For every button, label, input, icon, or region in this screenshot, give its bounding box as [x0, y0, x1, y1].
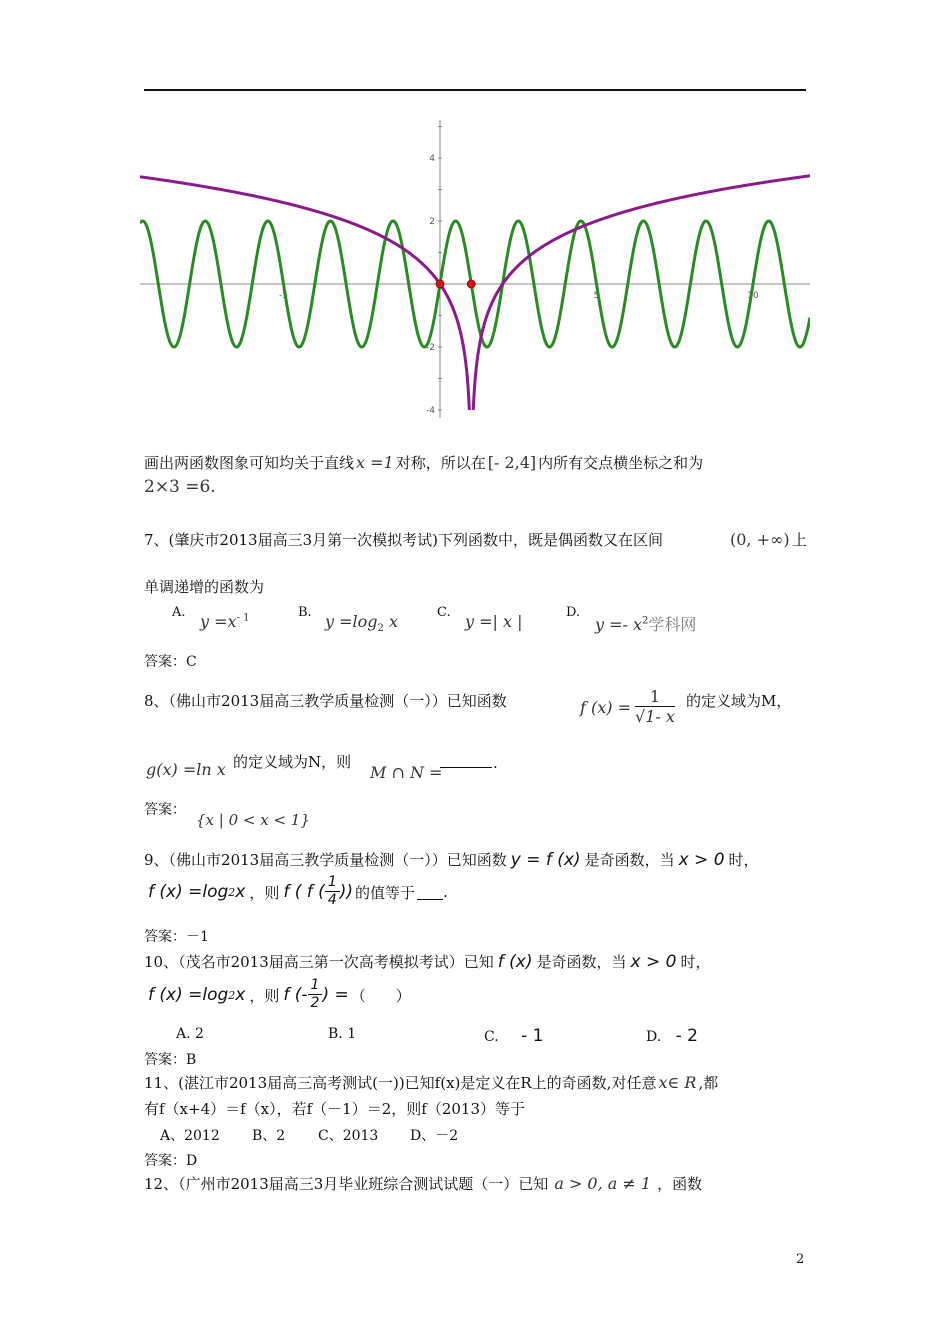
q7-option-a-expr: $y =x^{- 1}$	[200, 612, 250, 631]
q9-answer-blank[interactable]	[417, 885, 443, 900]
q7-answer: 答案：C	[144, 654, 197, 670]
q8-intersection: M ∩ N =	[370, 763, 443, 782]
x-tick-label: 10	[747, 291, 759, 301]
q11-line-2: 有f（x+4）＝f（x），若f（－1）＝2，则f（2013）等于	[144, 1100, 526, 1118]
q11-option-a: A、2012	[160, 1128, 220, 1144]
q8-line-1: 8、（佛山市2013届高三教学质量检测（一））已知函数	[144, 692, 507, 710]
q7-interval: (0, +∞)	[730, 530, 790, 549]
q8-line-2: 的定义域为N，则	[233, 753, 352, 771]
q7-option-d-expr: $y =- x^2$学科网	[595, 615, 697, 634]
q7-line-1: 7、(肇庆市2013届高三3月第一次模拟考试)下列函数中，既是偶函数又在区间	[144, 531, 663, 549]
y-tick-label: -4	[426, 406, 435, 416]
x-tick-label: 5	[593, 291, 600, 301]
q7-option-b-expr: $y =\log_2$ x	[325, 612, 399, 635]
intersection-point	[467, 280, 475, 288]
q7-option-c-expr: y =| x |	[465, 612, 523, 631]
q8-answer-label: 答案：	[144, 802, 186, 818]
q7-line-1-end: 上	[792, 531, 808, 549]
q8-function: f (x) = $\frac{1}{√1- x}$	[580, 687, 675, 726]
q9-line-1: 9、（佛山市2013届高三教学质量检测（一））已知函数 y = f (x) 是奇函数，当 x > 0 时，	[144, 850, 759, 870]
page-number: 2	[796, 1252, 805, 1267]
q9-answer: 答案：－1	[144, 929, 209, 945]
q11-option-d: D、－2	[410, 1128, 459, 1144]
explanation-line-1: 画出两函数图象可知均关于直线 x =1 对称，所以在 [- 2,4] 内所有交点横坐标之和为	[144, 453, 704, 472]
q10-option-b: B. 1	[328, 1026, 357, 1042]
q7-line-2: 单调递增的函数为	[144, 578, 265, 596]
q11-option-c: C、2013	[318, 1128, 379, 1144]
y-tick-label: -2	[426, 343, 435, 353]
function-graph	[140, 118, 810, 418]
q10-option-a: A. 2	[176, 1026, 204, 1042]
y-tick-label: 4	[429, 154, 435, 164]
q8-answer: {x | 0 < x < 1}	[196, 811, 310, 829]
q11-answer: 答案：D	[144, 1153, 198, 1169]
q11-option-b: B、2	[252, 1128, 286, 1144]
q10-answer: 答案：B	[144, 1052, 197, 1068]
q10-option-d: D. - 2	[646, 1026, 698, 1046]
q7-option-a-label: A.	[172, 605, 186, 620]
q10-line-2: f (x) =log 2 x ，则 f (- $\frac{1}{2}$ ) = （ ）	[148, 977, 411, 1011]
q8-end: .	[493, 754, 498, 772]
q9-line-2: f (x) =log 2 x ，则 f ( f ( $\frac{1}{4}$ )) 的值等于 .	[148, 874, 448, 908]
q8-answer-blank[interactable]	[440, 766, 492, 768]
explanation-line-2: 2×3 =6.	[144, 477, 216, 497]
q8-line-1-end: 的定义域为M，	[686, 692, 792, 710]
x-tick-label: -5	[279, 291, 288, 301]
q7-option-d-label: D.	[566, 605, 581, 620]
y-tick-label: 2	[429, 217, 435, 227]
q10-option-c: C. - 1	[484, 1026, 544, 1046]
q11-line-1: 11、(湛江市2013届高三高考测试(一))已知f(x)是定义在R上的奇函数,对任意 x∈ R ,都	[144, 1073, 719, 1092]
q7-option-b-label: B.	[298, 605, 312, 620]
intersection-point	[436, 280, 444, 288]
q7-option-c-label: C.	[437, 605, 451, 620]
q12-line-1: 12、（广州市2013届高三3月毕业班综合测试试题（一）已知 a > 0, a ≠ 1 ，函数	[144, 1174, 703, 1193]
log-curve-right	[473, 176, 810, 410]
header-rule	[144, 89, 806, 91]
q8-g-function: g(x) =ln x	[146, 760, 226, 779]
q10-line-1: 10、（茂名市2013届高三第一次高考模拟考试）已知 f (x) 是奇函数，当 x > 0 时，	[144, 952, 711, 972]
